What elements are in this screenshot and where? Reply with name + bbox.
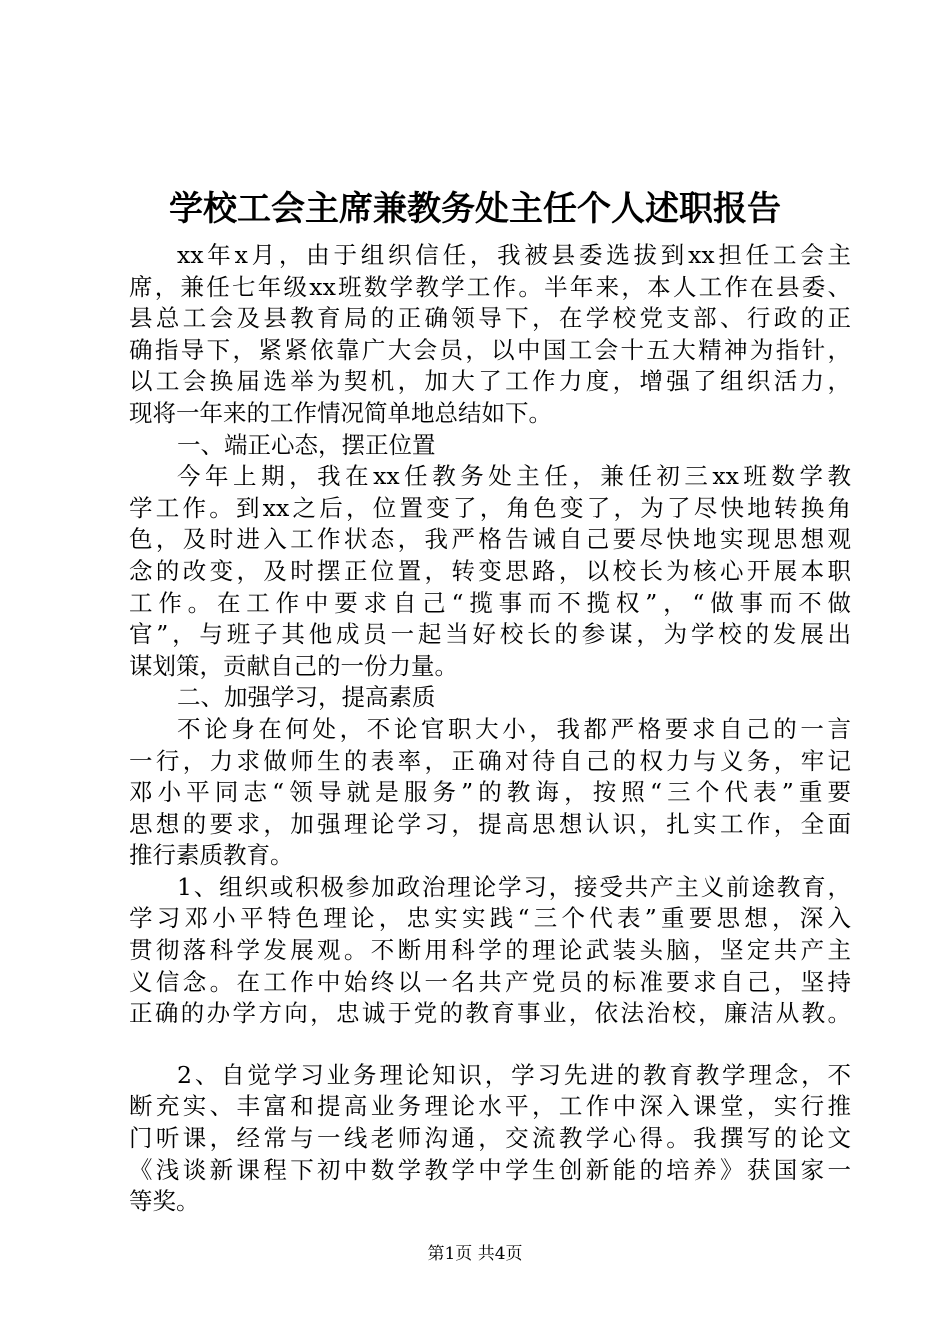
text-line: 确指导下，紧紧依靠广大会员，以中国工会十五大精神为指针，	[129, 335, 851, 364]
text-line: 2、自觉学习业务理论知识，学习先进的教育教学理念，不	[177, 1060, 851, 1089]
text-line: 以工会换届选举为契机，加大了工作力度，增强了组织活力，	[129, 367, 851, 396]
document-title: 学校工会主席兼教务处主任个人述职报告	[169, 189, 781, 229]
text-line: 席，兼任七年级xx班数学教学工作。半年来，本人工作在县委、	[129, 272, 851, 301]
section-heading: 二、加强学习，提高素质	[177, 683, 436, 712]
text-line: 断充实、丰富和提高业务理论水平，工作中深入课堂，实行推	[129, 1092, 851, 1121]
text-line: 推行素质教育。	[129, 841, 294, 870]
text-line: 贯彻落科学发展观。不断用科学的理论武装头脑，坚定共产主	[129, 936, 851, 965]
text-line: 邓小平同志“领导就是服务”的教诲，按照“三个代表”重要	[129, 778, 851, 807]
text-line: 正确的办学方向，忠诚于党的教育事业，依法治校，廉洁从教。	[129, 999, 851, 1028]
text-line: xx年x月，由于组织信任，我被县委选拔到xx担任工会主	[177, 241, 851, 269]
text-line: 等奖。	[129, 1187, 200, 1216]
text-line: 义信念。在工作中始终以一名共产党员的标准要求自己，坚持	[129, 967, 851, 996]
text-line: 念的改变，及时摆正位置，转变思路，以校长为核心开展本职	[129, 556, 851, 585]
text-line: 色，及时进入工作状态，我严格告诫自己要尽快地实现思想观	[129, 525, 851, 554]
text-line: 今年上期，我在xx任教务处主任，兼任初三xx班数学教	[177, 462, 851, 491]
paragraph-gap	[129, 1030, 851, 1060]
text-line: 《浅谈新课程下初中数学教学中学生创新能的培养》获国家一	[129, 1155, 851, 1184]
text-line: 不论身在何处，不论官职大小，我都严格要求自己的一言	[177, 714, 851, 743]
section-heading: 一、端正心态，摆正位置	[177, 430, 436, 459]
text-line: 官”，与班子其他成员一起当好校长的参谋，为学校的发展出	[129, 620, 851, 649]
text-line: 学工作。到xx之后，位置变了，角色变了，为了尽快地转换角	[129, 493, 851, 522]
text-line: 现将一年来的工作情况简单地总结如下。	[129, 398, 552, 427]
text-line: 1、组织或积极参加政治理论学习，接受共产主义前途教育，	[177, 872, 851, 901]
text-line: 学习邓小平特色理论，忠实实践“三个代表”重要思想，深入	[129, 904, 851, 933]
document-body	[129, 240, 851, 1218]
text-line: 思想的要求，加强理论学习，提高思想认识，扎实工作，全面	[129, 809, 851, 838]
page-footer: 第1页 共4页	[427, 1244, 523, 1264]
text-line: 一行，力求做师生的表率，正确对待自己的权力与义务，牢记	[129, 746, 851, 775]
text-line: 县总工会及县教育局的正确领导下，在学校党支部、行政的正	[129, 304, 851, 333]
text-line: 谋划策，贡献自己的一份力量。	[129, 651, 458, 680]
text-line: 工作。在工作中要求自己“揽事而不揽权”，“做事而不做	[129, 588, 851, 617]
text-line: 门听课，经常与一线老师沟通，交流教学心得。我撰写的论文	[129, 1124, 851, 1153]
